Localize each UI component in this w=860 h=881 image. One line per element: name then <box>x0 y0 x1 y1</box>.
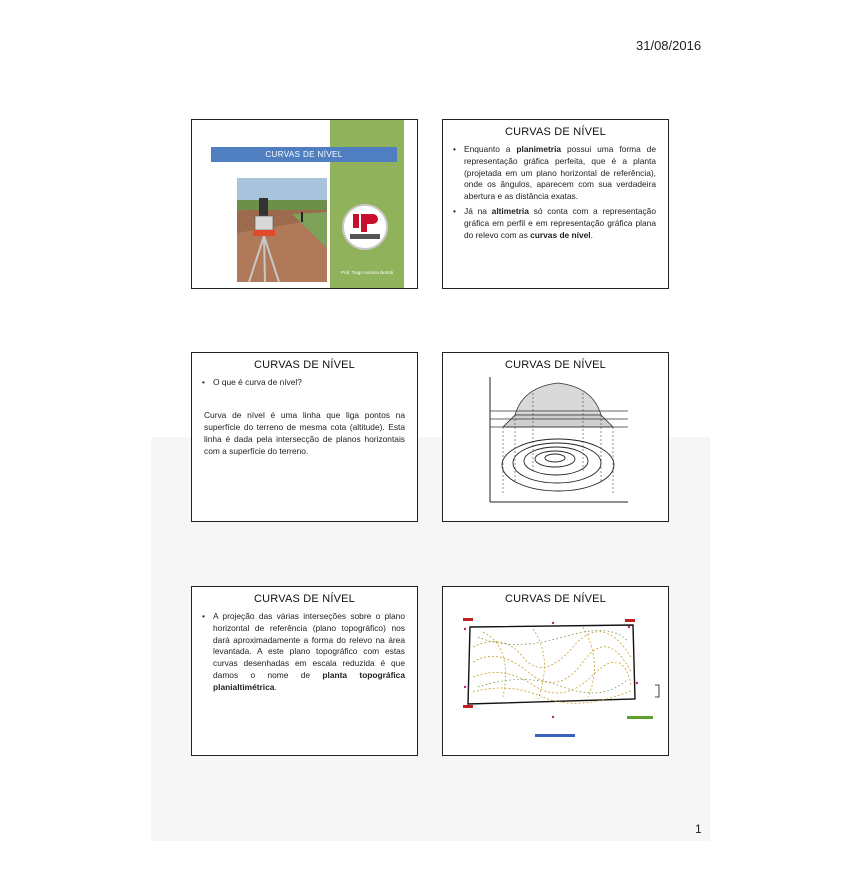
bullet-list <box>202 611 405 697</box>
slide-3[interactable] <box>191 352 418 522</box>
slide-title: CURVAS DE NÍVEL <box>504 126 606 138</box>
slide-4[interactable] <box>442 352 669 522</box>
slide-title: CURVAS DE NÍVEL <box>504 593 606 605</box>
unipar-logo-mark <box>344 206 386 248</box>
slide-2[interactable] <box>442 119 669 289</box>
bullet-list <box>453 144 656 244</box>
slide-1[interactable] <box>191 119 418 289</box>
bullet-item: • Enquanto a planimetria possui uma forma de representação gráfica perfeita, que é a planta (projetada em um plano horizontal de referência), onde os ângulos, aparecem com sua verdadeira abertura e as distância exatas. <box>453 144 656 203</box>
slide-6[interactable] <box>442 586 669 756</box>
header-date: 31/08/2016 <box>636 38 702 53</box>
definition-paragraph: Curva de nível é uma linha que liga pontos na superfície do terreno de mesma cota (altitude). Esta linha é dada pela intersecção de planos horizontais com a superfície do terreno. <box>204 410 405 456</box>
page-number: 1 <box>695 822 702 836</box>
bullet-item: • O que é curva de nível? <box>202 377 405 389</box>
slide-title: CURVAS DE NÍVEL <box>504 359 606 371</box>
slide-title: CURVAS DE NÍVEL <box>253 359 355 371</box>
contour-lines-diagram <box>443 353 669 522</box>
slide-title: CURVAS DE NÍVEL <box>253 593 355 605</box>
survey-instrument-photo <box>237 178 327 282</box>
bullet-item: • A projeção das várias interseções sobre o plano horizontal de referência (plano topográfico) nos dará aproximadamente a forma do relevo na área levantada. A este plano topográfico com estas curvas desenhadas em escala reduzida é que damos o nome de planta topográfica planialtimétrica. <box>202 611 405 694</box>
slide-5[interactable] <box>191 586 418 756</box>
bullet-item: • Já na altimetria só conta com a representação gráfica em perfil e em representação gráfica plana do relevo com as curvas de nível. <box>453 206 656 241</box>
unipar-logo <box>342 204 388 250</box>
author-label: Prof. Tiago Antonio Bertoli <box>340 270 394 275</box>
topographic-plan-diagram <box>443 587 669 756</box>
title-banner: CURVAS DE NÍVEL <box>211 147 397 162</box>
bullet-list <box>202 377 405 392</box>
